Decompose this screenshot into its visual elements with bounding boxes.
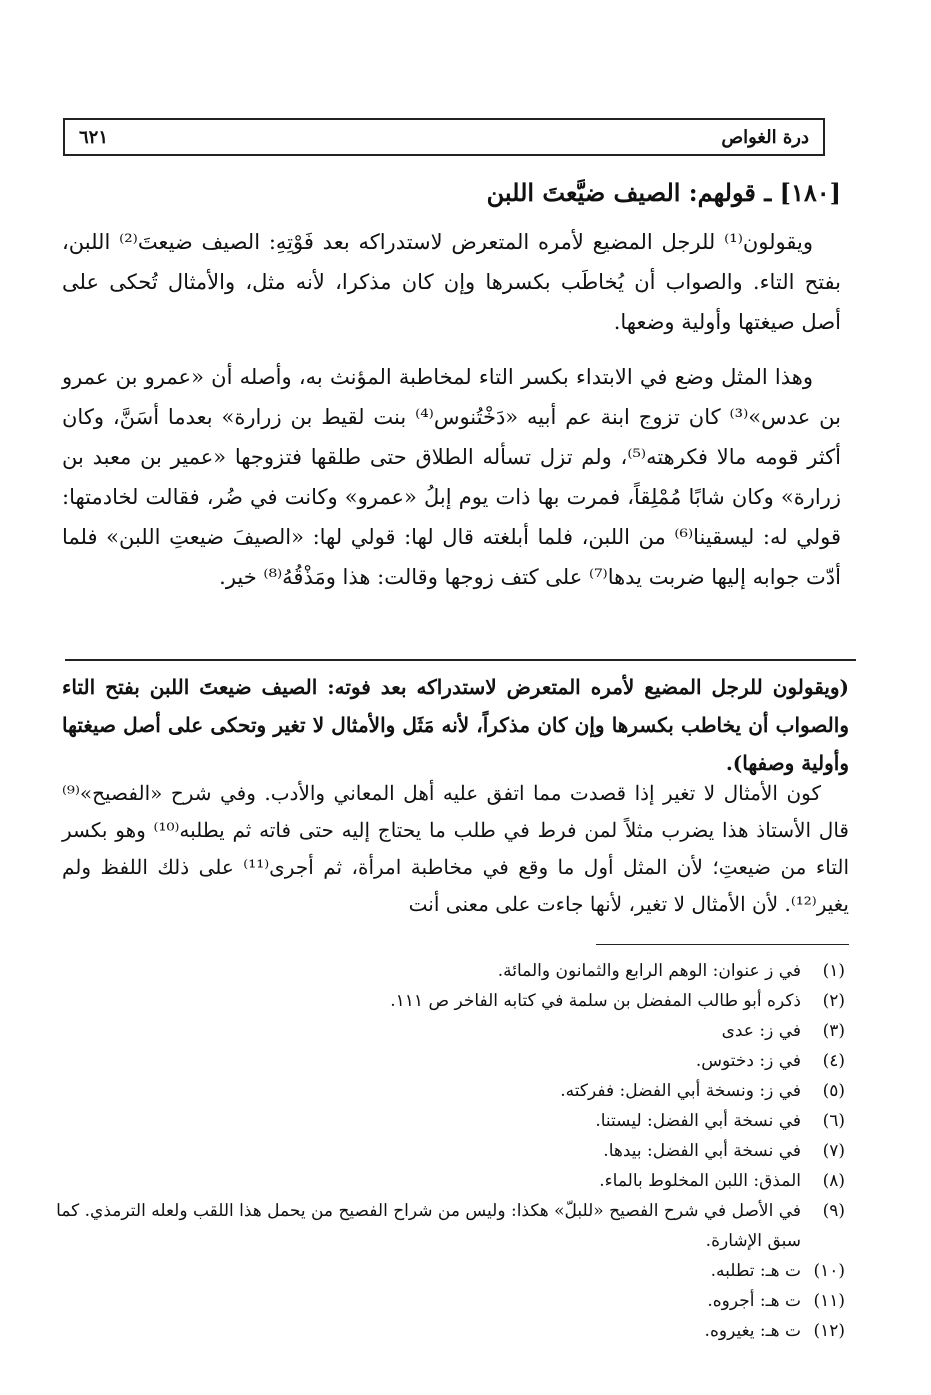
footnote-number: (٣) (822, 1021, 845, 1041)
header-title: درة الغواص (721, 126, 809, 148)
footnote-text: ت هـ: تطلبه. (710, 1261, 801, 1281)
footnote-divider (596, 944, 849, 945)
footnote-text: في ز عنوان: الوهم الرابع والثمانون والمائة. (497, 961, 801, 981)
footnotes-list (40, 956, 845, 1346)
running-header (63, 118, 825, 156)
footnote-text: في ز: ونسخة أبي الفضل: ففركته. (560, 1081, 801, 1101)
section-title: [١٨٠] ـ قولهم: الصيف ضيَّعتَ اللبن (486, 178, 841, 207)
section-divider (65, 659, 856, 661)
footnote-text: في نسخة أبي الفضل: بيدها. (603, 1141, 801, 1161)
footnote-item (40, 1286, 845, 1316)
footnote-number: (١٠) (813, 1261, 845, 1281)
footnote-number: (٦) (822, 1111, 845, 1131)
footnote-number: (٤) (822, 1051, 845, 1071)
footnote-number: (١٢) (813, 1321, 845, 1341)
footnote-number: (١) (822, 961, 845, 981)
footnote-text: في الأصل في شرح الفصيح «للبلّ» هكذا: وليس من شراح الفصيح من يحمل هذا اللقب ولعله الترمذي. كما سبق الإشارة. (56, 1201, 801, 1251)
footnote-text: المذق: اللبن المخلوط بالماء. (599, 1171, 801, 1191)
paragraph-text: وهذا المثل وضع في الابتداء بكسر التاء لمخاطبة المؤنث به، وأصله أن «عمرو بن عمرو بن عدس»⁽³⁾ كان تزوج ابنة عم أبيه «دَخْتُنوس⁽⁴⁾ بنت لقيط بن زرارة» بعدما أسَنَّ، وكان أكثر قومه مالا فكرهته⁽⁵⁾، ولم تزل تسأله الطلاق حتى طلقها فتزوجها «عمير بن معبد بن زرارة» وكان شابًا مُمْلِقاً، فمرت بها ذات يوم إبلُ «عمرو» وكانت في ضُر، فقالت لخادمتها: قولي له: ليسقينا⁽⁶⁾ من اللبن، فلما أبلغته قال لها: قولي لها: «الصيفَ ضيعتِ اللبن» فلما أدّت جوابه إليها ضربت يدها⁽⁷⁾ على كتف زوجها وقالت: هذا ومَذْقُهُ⁽⁸⁾ خير. (62, 365, 842, 589)
footnote-item (40, 1106, 845, 1136)
footnote-text: ت هـ: أجروه. (707, 1291, 801, 1311)
footnote-number: (٨) (822, 1171, 845, 1191)
body-paragraph-2 (62, 357, 841, 597)
footnote-text: ت هـ: يغيروه. (704, 1321, 801, 1341)
footnote-text: ذكره أبو طالب المفضل بن سلمة في كتابه الفاخر ص ١١١. (390, 991, 801, 1011)
footnote-text: في ز: دختوس. (695, 1051, 801, 1071)
footnote-item (40, 1166, 845, 1196)
footnote-item (40, 1196, 845, 1256)
commentary-text (62, 775, 849, 923)
commentary-quote: (ويقولون للرجل المضيع لأمره المتعرض لاستدراكه بعد فوته: الصيف ضيعتَ اللبن بفتح التاء والصواب أن يخاطب بكسرها وإن كان مذكراً، لأنه مَثَل والأمثال لا تغير وتحكى على أصل صيغتها وأولية وصفها). (62, 675, 849, 775)
footnote-item (40, 986, 845, 1016)
footnote-item (40, 1256, 845, 1286)
footnote-number: (٢) (822, 991, 845, 1011)
footnote-text: في ز: عدى (721, 1021, 801, 1041)
page-number: ٦٢١ (79, 126, 109, 148)
footnote-number: (١١) (813, 1291, 845, 1311)
footnote-item (40, 1316, 845, 1346)
footnote-number: (٧) (822, 1141, 845, 1161)
footnote-number: (٥) (822, 1081, 845, 1101)
footnote-item (40, 1016, 845, 1046)
footnote-item (40, 1046, 845, 1076)
body-paragraph-1 (62, 222, 841, 342)
footnote-item (40, 1076, 845, 1106)
footnote-text: في نسخة أبي الفضل: ليستنا. (595, 1111, 801, 1131)
footnote-item (40, 956, 845, 986)
paragraph-text: ويقولون⁽¹⁾ للرجل المضيع لأمره المتعرض لاستدراكه بعد فَوْتِهِ: الصيف ضيعتَ⁽²⁾ اللبن، بفتح التاء. والصواب أن يُخاطَب بكسرها وإن كان مذكرا، لأنه مثل، والأمثال تُحكى على أصل صيغتها وأولية وضعها. (62, 230, 842, 334)
footnote-item (40, 1136, 845, 1166)
commentary-paragraph: كون الأمثال لا تغير إذا قصدت مما اتفق عليه أهل المعاني والأدب. وفي شرح «الفصيح»⁽⁹⁾ قال الأستاذ هذا يضرب مثلاً لمن فرط في طلب ما يحتاج إليه حتى فاته ثم يطلبه⁽¹⁰⁾ وهو بكسر التاء من ضيعتِ؛ لأن المثل أول ما وقع في مخاطبة امرأة، ثم أجرى⁽¹¹⁾ على ذلك اللفظ ولم يغير⁽¹²⁾. لأن الأمثال لا تغير، لأنها جاءت على معنى أنت (62, 781, 849, 916)
footnote-number: (٩) (822, 1201, 845, 1221)
